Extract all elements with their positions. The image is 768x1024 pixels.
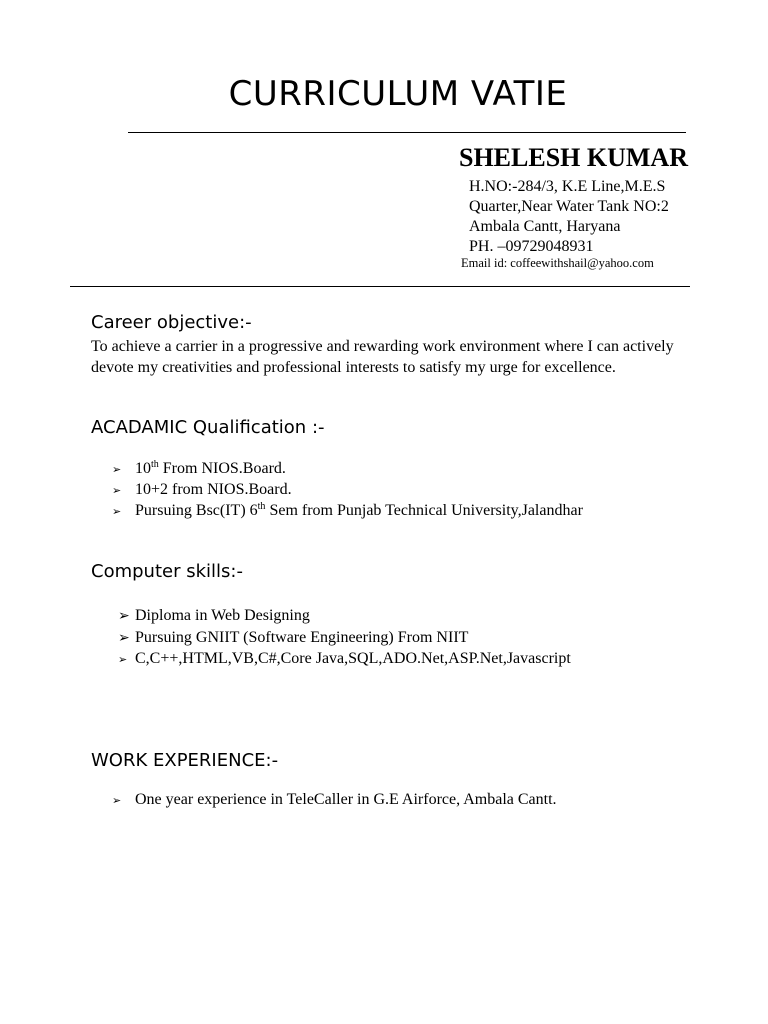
arrow-bullet-icon: ➢ [112, 484, 122, 497]
document-title: CURRICULUM VATIE [228, 74, 568, 114]
address-line-3: Ambala Cantt, Haryana [469, 218, 621, 235]
arrow-bullet-icon: ➢ [112, 505, 122, 518]
academic-heading: ACADAMIC Qualification :- [91, 417, 325, 438]
address-line-2: Quarter,Near Water Tank NO:2 [469, 198, 669, 215]
header-divider [70, 286, 690, 287]
applicant-name: SHELESH KUMAR [459, 143, 688, 172]
address-line-1: H.NO:-284/3, K.E Line,M.E.S [469, 178, 666, 195]
work-experience-heading: WORK EXPERIENCE:- [91, 750, 279, 771]
arrow-bullet-icon: ➢ [112, 794, 122, 807]
career-objective-text: To achieve a carrier in a progressive and rewarding work environment where I can actively devote my creativities and professional interests to satisfy my urge for excellence. [91, 338, 674, 376]
computer-skills-heading: Computer skills:- [91, 561, 243, 582]
arrow-bullet-icon: ➢ [118, 653, 128, 666]
arrow-bullet-icon: ➢ [118, 608, 130, 624]
phone-line: PH. –09729048931 [469, 238, 594, 255]
arrow-bullet-icon: ➢ [118, 629, 130, 646]
title-divider [128, 132, 686, 133]
career-objective-heading: Career objective:- [91, 312, 252, 333]
email-line: Email id: coffeewithshail@yahoo.com [461, 256, 654, 270]
arrow-bullet-icon: ➢ [112, 463, 122, 476]
